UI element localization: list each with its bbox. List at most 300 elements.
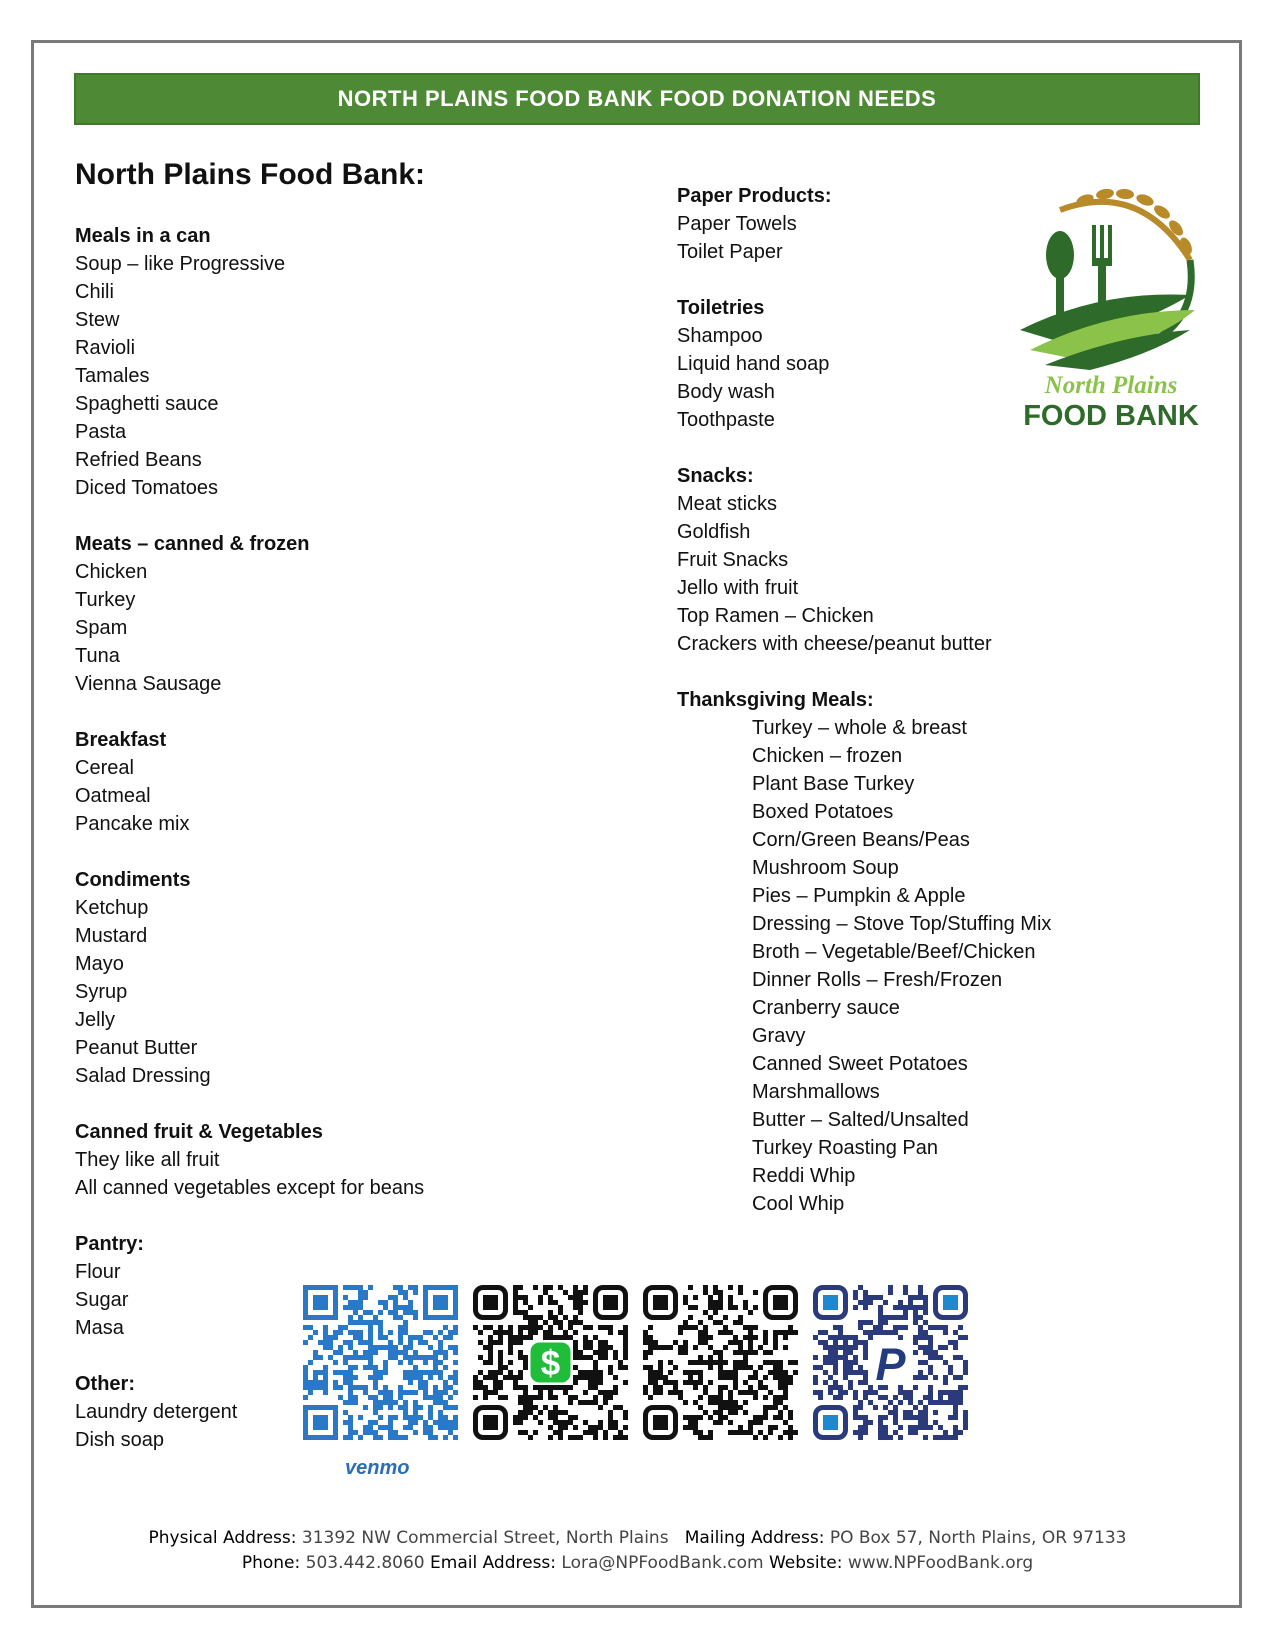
qr-module	[958, 1325, 963, 1330]
qr-module	[358, 1340, 363, 1345]
qr-module	[608, 1325, 613, 1330]
qr-module	[323, 1365, 328, 1370]
qr-module	[863, 1300, 868, 1305]
qr-module	[553, 1300, 558, 1305]
qr-module	[943, 1400, 948, 1405]
qr-module	[903, 1325, 908, 1330]
qr-module	[513, 1305, 518, 1310]
qr-module	[453, 1330, 458, 1335]
qr-module	[728, 1305, 733, 1310]
qr-module	[783, 1375, 788, 1380]
qr-module	[873, 1325, 878, 1330]
qr-module	[578, 1295, 583, 1300]
venmo-qr-code[interactable]	[303, 1285, 458, 1440]
qr-module	[588, 1340, 593, 1345]
qr-module	[648, 1325, 653, 1330]
qr-module	[408, 1340, 413, 1345]
item-list	[75, 894, 595, 1090]
qr-module	[383, 1400, 388, 1405]
qr-module	[723, 1385, 728, 1390]
qr-module	[718, 1385, 723, 1390]
qr-module	[408, 1285, 413, 1290]
qr-module	[568, 1325, 573, 1330]
list-item: Spam	[75, 617, 128, 639]
paypal-icon: P	[875, 1339, 906, 1390]
qr-module	[953, 1375, 958, 1380]
qr-module	[303, 1375, 308, 1380]
qr-module	[653, 1340, 658, 1345]
qr-module	[353, 1355, 358, 1360]
list-item: Liquid hand soap	[677, 353, 830, 375]
venmo-label: venmo	[345, 1457, 410, 1479]
qr-module	[383, 1305, 388, 1310]
qr-module	[853, 1290, 858, 1295]
section-heading: Thanksgiving Meals:	[677, 689, 874, 711]
qr-module	[433, 1370, 438, 1375]
qr-module	[343, 1325, 348, 1330]
list-item: All canned vegetables except for beans	[75, 1177, 425, 1199]
qr-module	[908, 1400, 913, 1405]
qr-module	[473, 1395, 478, 1400]
list-item: Reddi Whip	[752, 1165, 856, 1187]
qr-module	[963, 1335, 968, 1340]
qr-module	[913, 1335, 918, 1340]
qr-module	[943, 1380, 948, 1385]
qr-module	[748, 1365, 753, 1370]
qr-module	[303, 1395, 308, 1400]
qr-module	[838, 1390, 843, 1395]
qr-module	[783, 1430, 788, 1435]
qr-module	[618, 1405, 623, 1410]
qr-module	[848, 1365, 853, 1370]
qr-module	[518, 1385, 523, 1390]
qr-module	[508, 1340, 513, 1345]
qr-module	[518, 1350, 523, 1355]
qr-module	[613, 1375, 618, 1380]
qr-module	[813, 1335, 818, 1340]
qr-module	[433, 1400, 438, 1405]
qr-module	[318, 1380, 323, 1385]
qr-module	[643, 1330, 648, 1335]
qr-module	[918, 1335, 923, 1340]
qr-module	[683, 1415, 688, 1420]
qr-module	[773, 1370, 778, 1375]
qr-module	[693, 1345, 698, 1350]
qr-module	[713, 1360, 718, 1365]
qr-module	[868, 1385, 873, 1390]
list-item: Tuna	[75, 645, 120, 667]
qr-module	[783, 1390, 788, 1395]
qr-module	[718, 1415, 723, 1420]
qr-module	[513, 1300, 518, 1305]
qr-module	[838, 1325, 843, 1330]
qr-module	[393, 1355, 398, 1360]
qr-module	[598, 1355, 603, 1360]
qr-module	[538, 1395, 543, 1400]
qr-module	[843, 1365, 848, 1370]
qr-module	[443, 1400, 448, 1405]
qr-module	[568, 1420, 573, 1425]
qr-module	[893, 1420, 898, 1425]
qr-module	[333, 1335, 338, 1340]
qr-module	[953, 1405, 958, 1410]
qr-module	[763, 1330, 768, 1335]
qr-module	[923, 1345, 928, 1350]
qr-module	[833, 1365, 838, 1370]
qr-module	[513, 1310, 518, 1315]
qr-finder-center	[653, 1415, 668, 1430]
qr-module	[938, 1425, 943, 1430]
qr-module	[613, 1420, 618, 1425]
qr-module	[348, 1415, 353, 1420]
qr-module	[748, 1425, 753, 1430]
qr-module	[763, 1415, 768, 1420]
qr-module	[553, 1335, 558, 1340]
qr-module	[443, 1415, 448, 1420]
qr-module	[698, 1405, 703, 1410]
qr-module	[503, 1365, 508, 1370]
section-canned-fruit-vegetables	[75, 1118, 595, 1202]
qr-module	[538, 1315, 543, 1320]
qr-module	[303, 1385, 308, 1390]
qr-module	[673, 1385, 678, 1390]
qr-module	[568, 1295, 573, 1300]
qr-module	[373, 1315, 378, 1320]
qr-module	[608, 1345, 613, 1350]
qr-module	[778, 1380, 783, 1385]
qr-module	[493, 1375, 498, 1380]
qr-module	[623, 1350, 628, 1355]
qr-module	[388, 1405, 393, 1410]
qr-module	[753, 1395, 758, 1400]
qr-module	[738, 1320, 743, 1325]
qr-module	[848, 1345, 853, 1350]
qr-module	[953, 1395, 958, 1400]
item-list	[75, 1146, 595, 1202]
qr-module	[678, 1330, 683, 1335]
qr-module	[863, 1330, 868, 1335]
qr-module	[613, 1385, 618, 1390]
qr-module	[488, 1355, 493, 1360]
qr-module	[478, 1380, 483, 1385]
qr-module	[733, 1410, 738, 1415]
qr-module	[623, 1410, 628, 1415]
qr-module	[958, 1335, 963, 1340]
qr-module	[908, 1390, 913, 1395]
qr-module	[713, 1300, 718, 1305]
section-thanksgiving-meals	[677, 686, 1237, 1218]
qr-module	[713, 1395, 718, 1400]
qr-module	[713, 1410, 718, 1415]
qr-module	[888, 1435, 893, 1440]
qr-module	[368, 1310, 373, 1315]
qr-module	[358, 1290, 363, 1295]
list-item: Turkey	[75, 589, 136, 611]
qr-module	[408, 1375, 413, 1380]
qr-module	[813, 1375, 818, 1380]
qr-module	[863, 1425, 868, 1430]
qr-module	[648, 1375, 653, 1380]
qr-module	[593, 1435, 598, 1440]
qr-module	[738, 1405, 743, 1410]
qr-module	[923, 1360, 928, 1365]
qr-module	[733, 1335, 738, 1340]
qr-module	[883, 1415, 888, 1420]
qr-module	[893, 1430, 898, 1435]
qr-module	[378, 1330, 383, 1335]
qr-module	[828, 1355, 833, 1360]
mailing-address-key: Mailing Address:	[684, 1528, 825, 1548]
email-value[interactable]: Lora@NPFoodBank.com	[561, 1553, 764, 1573]
qr-module	[433, 1385, 438, 1390]
qr-module	[708, 1395, 713, 1400]
qr-module	[648, 1395, 653, 1400]
list-item: Ravioli	[75, 337, 136, 359]
qr-module	[923, 1335, 928, 1340]
qr-module	[838, 1335, 843, 1340]
qr-module	[738, 1290, 743, 1295]
qr-module	[398, 1290, 403, 1295]
qr-module	[303, 1325, 308, 1330]
qr-module	[853, 1430, 858, 1435]
qr-module	[928, 1385, 933, 1390]
qr-module	[388, 1400, 393, 1405]
qr-module	[898, 1435, 903, 1440]
qr-module	[593, 1375, 598, 1380]
qr-module	[398, 1305, 403, 1310]
qr-module	[598, 1390, 603, 1395]
qr-module	[963, 1420, 968, 1425]
qr-module	[608, 1390, 613, 1395]
qr-module	[783, 1335, 788, 1340]
qr-module	[523, 1410, 528, 1415]
qr-module	[438, 1330, 443, 1335]
qr-module	[523, 1355, 528, 1360]
qr-module	[928, 1340, 933, 1345]
website-key: Website:	[768, 1553, 843, 1573]
qr-module	[743, 1380, 748, 1385]
qr-module	[483, 1360, 488, 1365]
qr-module	[683, 1345, 688, 1350]
qr-module	[763, 1350, 768, 1355]
qr-module	[713, 1305, 718, 1310]
qr-module	[393, 1315, 398, 1320]
qr-module	[748, 1350, 753, 1355]
qr-module	[908, 1395, 913, 1400]
qr-module	[588, 1380, 593, 1385]
qr-module	[333, 1330, 338, 1335]
qr-module	[653, 1345, 658, 1350]
qr-module	[693, 1385, 698, 1390]
qr-module	[603, 1350, 608, 1355]
qr-module	[618, 1360, 623, 1365]
qr-module	[728, 1300, 733, 1305]
qr-module	[573, 1380, 578, 1385]
qr-module	[698, 1380, 703, 1385]
qr-module	[778, 1365, 783, 1370]
qr-module	[788, 1435, 793, 1440]
qr-module	[623, 1330, 628, 1335]
list-item: Mustard	[75, 925, 148, 947]
qr-module	[513, 1285, 518, 1290]
qr-module	[383, 1345, 388, 1350]
section-heading: Snacks:	[677, 465, 754, 487]
qr-module	[373, 1405, 378, 1410]
qr-module	[548, 1425, 553, 1430]
qr-module	[788, 1375, 793, 1380]
qr-module	[583, 1400, 588, 1405]
qr-module	[473, 1325, 478, 1330]
qr-module	[413, 1400, 418, 1405]
qr-module	[678, 1395, 683, 1400]
qr-module	[643, 1365, 648, 1370]
qr-module	[723, 1415, 728, 1420]
qr-module	[858, 1300, 863, 1305]
qr-module	[863, 1305, 868, 1310]
list-item: Body wash	[677, 381, 775, 403]
qr-module	[938, 1435, 943, 1440]
qr-module	[933, 1420, 938, 1425]
qr-module	[923, 1420, 928, 1425]
qr-module	[903, 1315, 908, 1320]
list-item: Oatmeal	[75, 785, 151, 807]
qr-module	[718, 1320, 723, 1325]
qr-module	[353, 1430, 358, 1435]
qr-module	[403, 1425, 408, 1430]
qr-module	[578, 1310, 583, 1315]
qr-module	[658, 1345, 663, 1350]
qr-module	[703, 1340, 708, 1345]
qr-module	[873, 1330, 878, 1335]
qr-module	[318, 1355, 323, 1360]
qr-module	[768, 1425, 773, 1430]
qr-module	[943, 1390, 948, 1395]
page-title: North Plains Food Bank:	[75, 158, 426, 191]
qr-module	[953, 1435, 958, 1440]
qr-module	[413, 1355, 418, 1360]
qr-module	[648, 1340, 653, 1345]
list-item: Toothpaste	[677, 409, 775, 431]
qr-module	[428, 1375, 433, 1380]
qr-module	[403, 1405, 408, 1410]
cashapp-qr-code[interactable]	[473, 1285, 628, 1440]
qr-module	[773, 1395, 778, 1400]
qr-module	[678, 1325, 683, 1330]
qr-module	[898, 1325, 903, 1330]
website-value[interactable]: www.NPFoodBank.org	[847, 1553, 1034, 1573]
qr-module	[368, 1365, 373, 1370]
qr-module	[843, 1360, 848, 1365]
qr-module	[498, 1380, 503, 1385]
qr-module	[698, 1370, 703, 1375]
qr-module	[918, 1375, 923, 1380]
qr-module	[303, 1365, 308, 1370]
qr-module	[683, 1350, 688, 1355]
qr-module	[478, 1340, 483, 1345]
qr-module	[868, 1295, 873, 1300]
qr-module	[878, 1320, 883, 1325]
qr-module	[598, 1375, 603, 1380]
qr-module	[448, 1385, 453, 1390]
qr-module	[818, 1340, 823, 1345]
qr-module	[753, 1290, 758, 1295]
paypal-qr-code[interactable]	[813, 1285, 968, 1440]
qr-module	[883, 1330, 888, 1335]
qr-module	[323, 1380, 328, 1385]
list-item: Tamales	[75, 365, 150, 387]
qr-module	[963, 1410, 968, 1415]
qr-module	[518, 1310, 523, 1315]
qr-module	[438, 1340, 443, 1345]
qr-module	[858, 1400, 863, 1405]
qr-module	[358, 1385, 363, 1390]
qr-module	[593, 1425, 598, 1430]
qr-module	[508, 1350, 513, 1355]
qr-module	[718, 1305, 723, 1310]
qr-module	[443, 1335, 448, 1340]
list-item: They like all fruit	[75, 1149, 220, 1171]
qr-module	[453, 1325, 458, 1330]
qr-module	[403, 1370, 408, 1375]
qr-module	[713, 1320, 718, 1325]
qr-module	[913, 1415, 918, 1420]
qr-module	[833, 1370, 838, 1375]
qr-module	[518, 1355, 523, 1360]
qr-module	[618, 1430, 623, 1435]
qr-module	[323, 1325, 328, 1330]
qr-module	[518, 1415, 523, 1420]
qr-module	[928, 1400, 933, 1405]
qr-module	[323, 1385, 328, 1390]
qr-module	[853, 1415, 858, 1420]
qr-module	[673, 1390, 678, 1395]
qr-module	[733, 1360, 738, 1365]
qr-module	[518, 1340, 523, 1345]
qr-module	[863, 1295, 868, 1300]
qr-module	[428, 1430, 433, 1435]
qr-module	[718, 1350, 723, 1355]
qr-module	[573, 1355, 578, 1360]
qr-module	[788, 1380, 793, 1385]
list-item: Mayo	[75, 953, 124, 975]
qr-module	[953, 1330, 958, 1335]
qr-module	[528, 1410, 533, 1415]
qr-module	[583, 1325, 588, 1330]
section-breakfast	[75, 726, 595, 838]
qr-module	[518, 1375, 523, 1380]
qr-module	[668, 1390, 673, 1395]
qr-module	[563, 1385, 568, 1390]
qr-module	[763, 1435, 768, 1440]
qr-module	[943, 1325, 948, 1330]
qr-module	[368, 1375, 373, 1380]
qr-module	[533, 1405, 538, 1410]
qr-module	[453, 1435, 458, 1440]
qr-module	[413, 1390, 418, 1395]
qr-module	[373, 1380, 378, 1385]
qr-module	[893, 1330, 898, 1335]
qr-module	[783, 1420, 788, 1425]
qr-module	[758, 1345, 763, 1350]
qr-module	[783, 1405, 788, 1410]
list-item: Canned Sweet Potatoes	[752, 1053, 968, 1075]
qr-module	[923, 1295, 928, 1300]
list-item: Shampoo	[677, 325, 763, 347]
generic-qr-code[interactable]	[643, 1285, 798, 1440]
qr-module	[878, 1330, 883, 1335]
qr-module	[763, 1410, 768, 1415]
list-item: Pasta	[75, 421, 127, 443]
